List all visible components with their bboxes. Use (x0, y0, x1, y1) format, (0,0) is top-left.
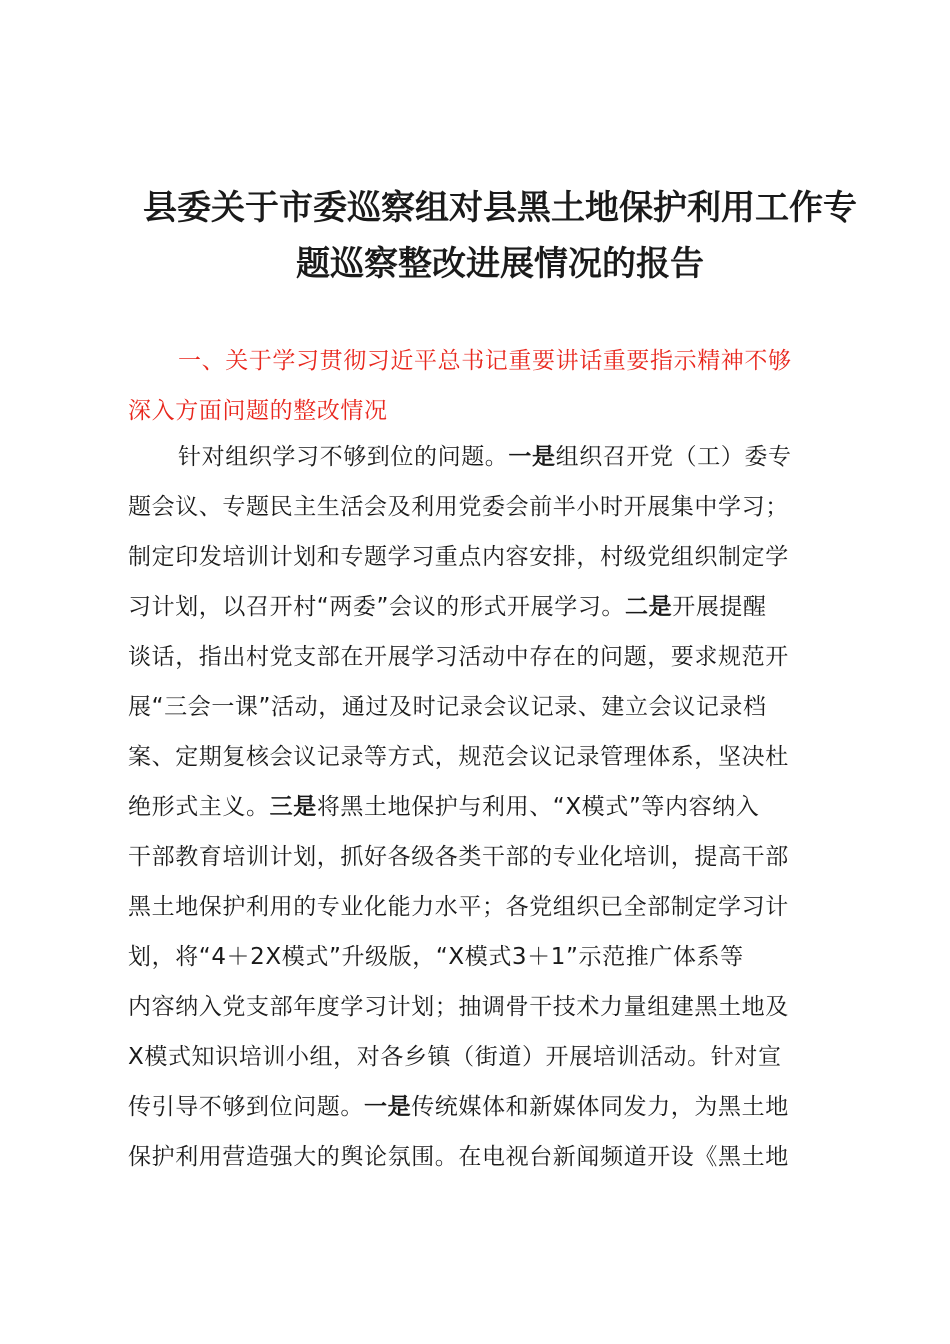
section-heading-line-2: 深入方面问题的整改情况 (128, 398, 388, 424)
text-run: 黑土地保护利用的专业化能力水平；各党组织已全部制定学习计 (128, 894, 789, 920)
body-line (128, 682, 848, 732)
body-line (128, 1082, 848, 1132)
body-paragraph (128, 432, 848, 1182)
body-line (128, 632, 848, 682)
body-line (128, 732, 848, 782)
section-heading (128, 336, 848, 436)
body-line (128, 1032, 848, 1082)
text-run: 谈话，指出村党支部在开展学习活动中存在的问题，要求规范开 (128, 644, 789, 670)
text-run: 干部教育培训计划，抓好各级各类干部的专业化培训，提高干部 (128, 844, 789, 870)
body-line (128, 582, 848, 632)
body-line (128, 882, 848, 932)
body-line (128, 432, 848, 482)
body-line (128, 832, 848, 882)
body-line (128, 482, 848, 532)
text-run: 划，将“4＋2X模式”升级版，“X模式3＋1”示范推广体系等 (128, 944, 744, 970)
text-run: 题会议、专题民主生活会及利用党委会前半小时开展集中学习； (128, 494, 789, 520)
body-line (128, 532, 848, 582)
title-line-1: 县委关于市委巡察组对县黑土地保护利用工作专 (143, 188, 857, 228)
bold-marker: 三是 (269, 794, 317, 820)
text-run: 传统媒体和新媒体同发力，为黑土地 (411, 1094, 789, 1120)
section-heading-line-1: 一、关于学习贯彻习近平总书记重要讲话重要指示精神不够 (178, 348, 792, 374)
text-run: 内容纳入党支部年度学习计划；抽调骨干技术力量组建黑土地及 (128, 994, 789, 1020)
text-run: 展“三会一课”活动，通过及时记录会议记录、建立会议记录档 (128, 694, 767, 720)
text-run: 组织召开党（工）委专 (555, 444, 792, 470)
bold-marker: 一是 (364, 1094, 412, 1120)
body-line (128, 1132, 848, 1182)
text-run: 针对组织学习不够到位的问题。 (178, 444, 509, 470)
text-run: 将黑土地保护与利用、“X模式”等内容纳入 (316, 794, 760, 820)
text-run: 习计划，以召开村“两委”会议的形式开展学习。 (128, 594, 626, 620)
text-run: 开展提醒 (672, 594, 767, 620)
text-run: 保护利用营造强大的舆论氛围。在电视台新闻频道开设《黑土地 (128, 1144, 789, 1170)
bold-marker: 二是 (625, 594, 673, 620)
body-line (128, 782, 848, 832)
text-run: 制定印发培训计划和专题学习重点内容安排，村级党组织制定学 (128, 544, 789, 570)
body-line (128, 932, 848, 982)
text-run: 传引导不够到位问题。 (128, 1094, 364, 1120)
text-run: 案、定期复核会议记录等方式，规范会议记录管理体系，坚决杜 (128, 744, 789, 770)
title-line-2: 题巡察整改进展情况的报告 (296, 244, 704, 284)
document-title (120, 180, 880, 292)
body-line (128, 982, 848, 1032)
text-run: 绝形式主义。 (128, 794, 270, 820)
text-run: X模式知识培训小组，对各乡镇（街道）开展培训活动。针对宣 (128, 1044, 782, 1070)
bold-marker: 一是 (508, 444, 556, 470)
